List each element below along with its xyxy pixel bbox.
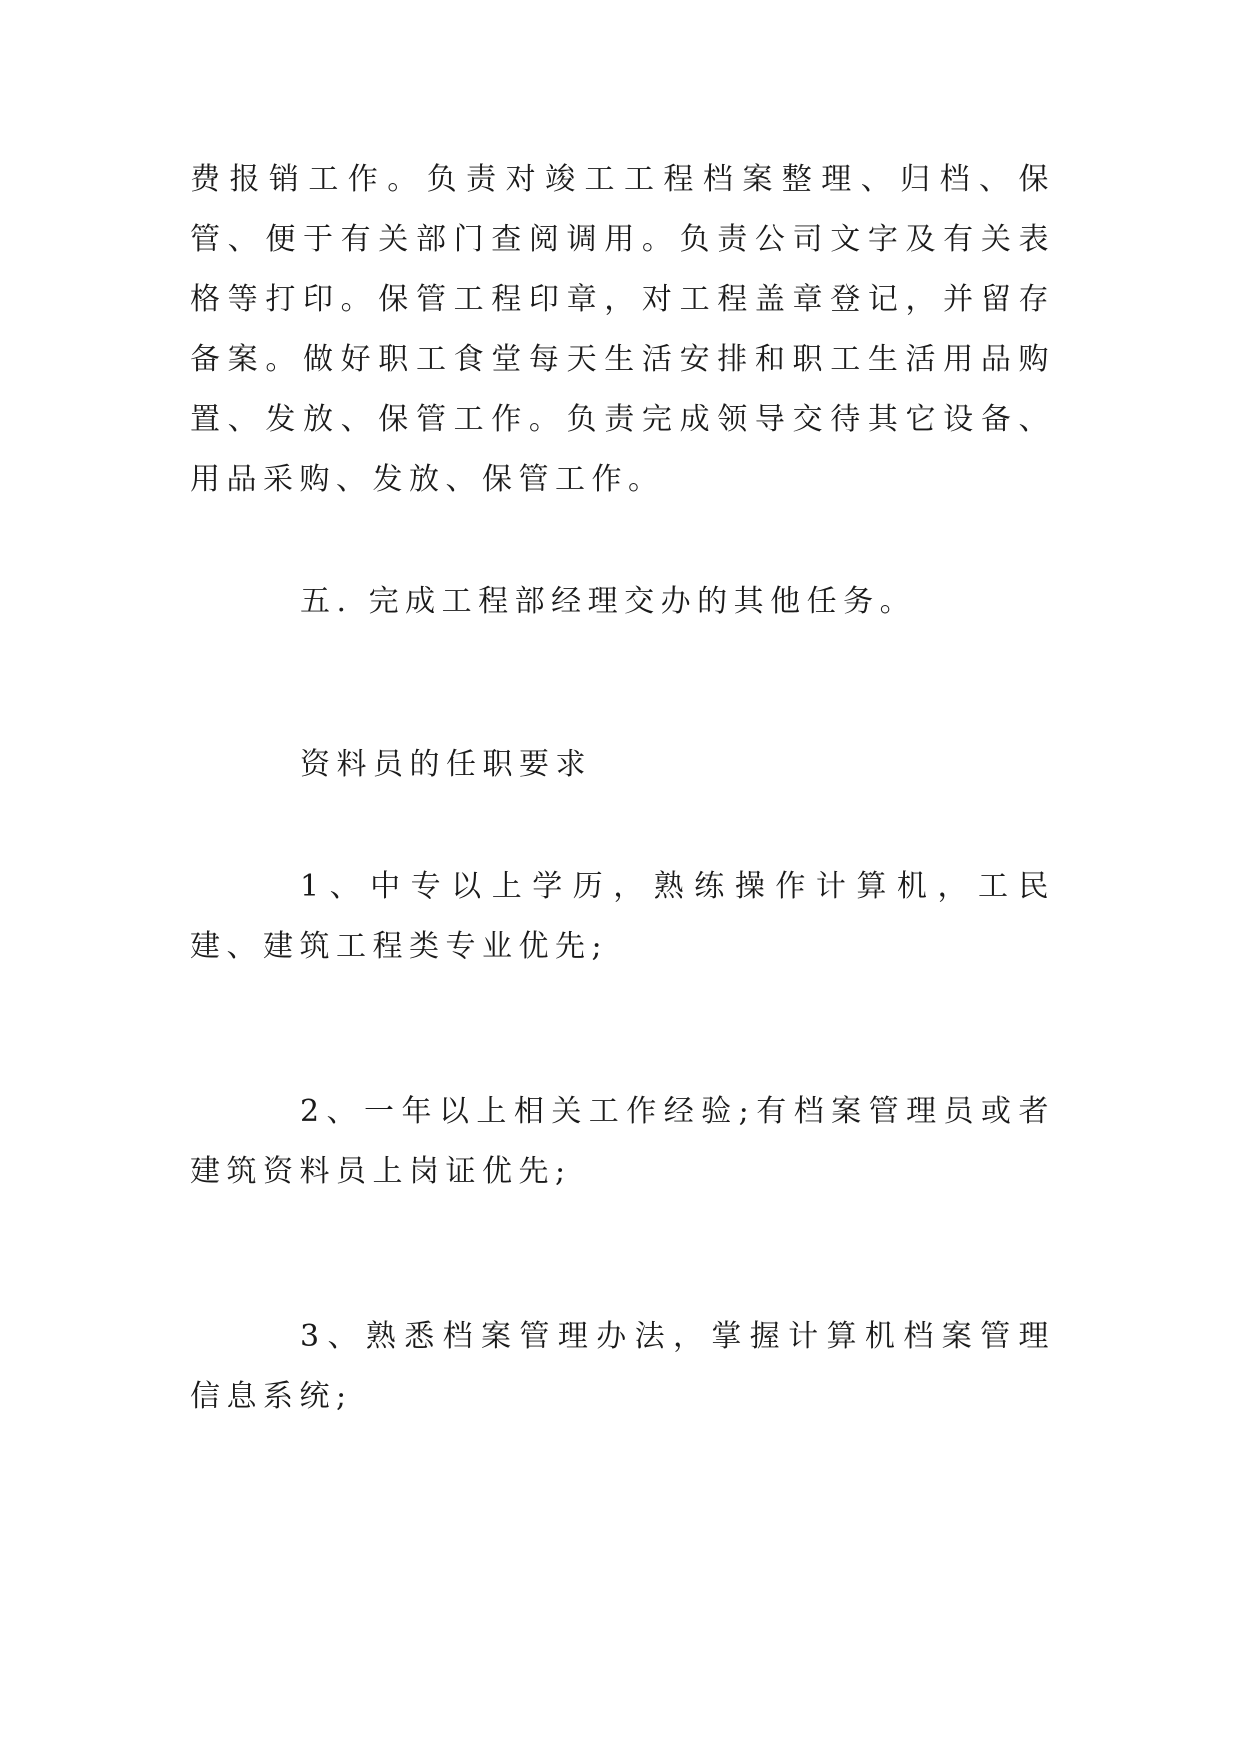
requirement-item-1: 1、中专以上学历，熟练操作计算机，工民建、建筑工程类专业优先; [190,869,1055,964]
section-heading-requirements: 资料员的任职要求 [300,747,592,782]
requirement-item-3: 3、熟悉档案管理办法，掌握计算机档案管理信息系统; [190,1319,1055,1414]
paragraph-item-five: 五. 完成工程部经理交办的其他任务。 [300,584,917,619]
paragraph-job-duties-continued: 费报销工作。负责对竣工工程档案整理、归档、保管、便于有关部门查阅调用。负责公司文字及有关表格等打印。保管工程印章，对工程盖章登记，并留存备案。做好职工食堂每天生活安排和职工生活用品购置、发放、保管工作。负责完成领导交待其它设备、用品采购、发放、保管工作。 [190,162,1055,497]
requirement-item-2: 2、一年以上相关工作经验;有档案管理员或者建筑资料员上岗证优先; [190,1094,1055,1189]
